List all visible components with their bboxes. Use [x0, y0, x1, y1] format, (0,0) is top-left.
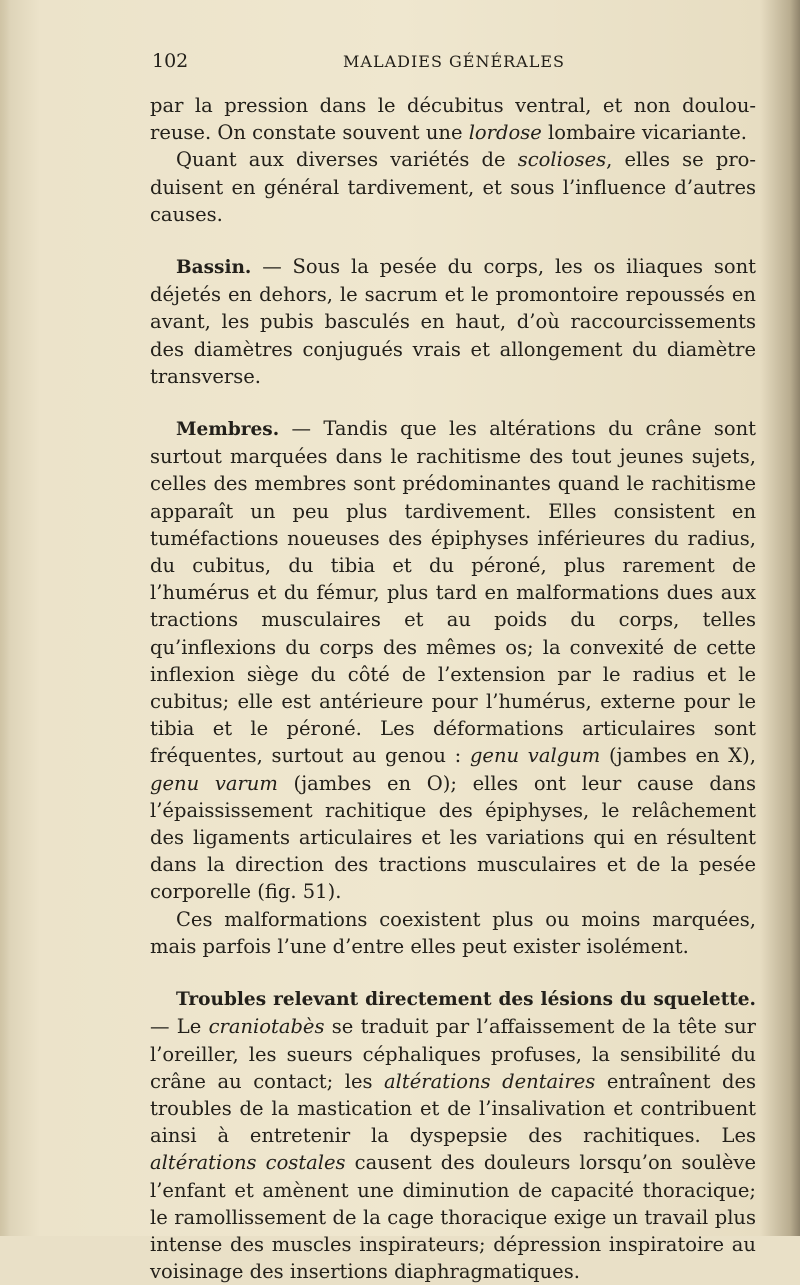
italic-term-genu-varum: genu varum	[150, 771, 278, 795]
paragraph-membres	[150, 415, 756, 906]
section-heading-membres: Membres.	[176, 419, 280, 441]
page-binding-shadow	[0, 0, 10, 1236]
text-segment: Ces malformations coexistent plus ou moins marquées, mais parfois l’une d’entre elles peut exister isolément.	[150, 907, 756, 958]
paragraph-bassin	[150, 253, 756, 390]
text-segment: causent des douleurs lorsqu’on soulève l’enfant et amènent une diminution de capacité thoracique; le ramollissement de la cage thoracique exige un travail plus intense des muscles inspirateurs; dépression inspiratoire au voisinage des insertions diaphragmatiques.	[150, 1151, 756, 1284]
italic-term-craniotabes: craniotabès	[208, 1015, 325, 1039]
page-header	[152, 50, 756, 78]
paragraph-scolioses	[150, 146, 756, 228]
text-segment: par la pression dans le décubitus ventral, et non douloureuse. On constate souvent une	[150, 94, 756, 145]
text-segment: — Tandis que les altérations du crâne sont surtout marquées dans le rachitisme des tout jeunes sujets, celles des membres sont prédominantes quand le rachitisme apparaît un peu plus tardivement. Elles consistent en tuméfactions noueuses des épiphyses inférieures du radius, du cubitus, du tibia et du péroné, plus rarement de l’humérus et du fémur, plus tard en malformations dues aux tractions musculaires et au poids du corps, telles qu’inflexions du corps des mêmes os; la convexité de cette inflexion siège du côté de l’extension par le radius et le cubitus; elle est antérieure pour l’humérus, externe pour le tibia et le péroné. Les déformations articulaires sont fréquentes, surtout au genou :	[150, 417, 756, 768]
paragraph-troubles	[150, 985, 756, 1285]
page-number: 102	[152, 50, 189, 72]
body-text	[150, 92, 756, 1285]
text-segment: lombaire vicariante.	[541, 121, 747, 145]
running-title: MALADIES GÉNÉRALES	[343, 52, 565, 71]
text-segment: — Le	[150, 1015, 209, 1039]
text-segment: Quant aux diverses variétés de	[176, 148, 518, 172]
text-segment: — Sous la pesée du corps, les os iliaques sont déjetés en dehors, le sacrum et le promontoire repoussés en avant, les pubis basculés en haut, d’où raccourcissements des diamètres conjugués vrais et allongement du diamètre transverse.	[150, 255, 756, 388]
text-segment: (jambes en X),	[600, 744, 756, 768]
italic-term-genu-valgum: genu valgum	[469, 744, 601, 768]
text-segment: (jambes en O); elles ont leur cause dans l’épaississement rachitique des épiphyses, le relâchement des ligaments articulaires et les variations qui en résultent dans la direction des tractions musculaires et de la pesée corporelle (fig. 51).	[150, 771, 756, 904]
italic-term-alterations-costales: altérations costales	[150, 1151, 346, 1175]
text-segment: entraînent des troubles de la mastication et de l’insalivation et contribuent ainsi à entretenir la dyspepsie des rachitiques. Les	[150, 1069, 756, 1148]
italic-term-alterations-dentaires: altérations dentaires	[384, 1069, 596, 1093]
section-heading-bassin: Bassin.	[176, 257, 252, 279]
paragraph-lordose	[150, 92, 756, 146]
text-segment: , elles se produisent en général tardivement, et sous l’influence d’autres causes.	[150, 148, 756, 226]
section-heading-troubles: Troubles relevant directement des lésions du squelette.	[176, 989, 756, 1011]
italic-term-lordose: lordose	[468, 121, 542, 145]
italic-term-scolioses: scolioses	[517, 148, 607, 172]
text-segment: se traduit par l’affaissement de la tête sur l’oreiller, les sueurs céphaliques profuses, la sensibilité du crâne au contact; les	[150, 1015, 756, 1093]
paragraph-malformations	[150, 906, 756, 960]
